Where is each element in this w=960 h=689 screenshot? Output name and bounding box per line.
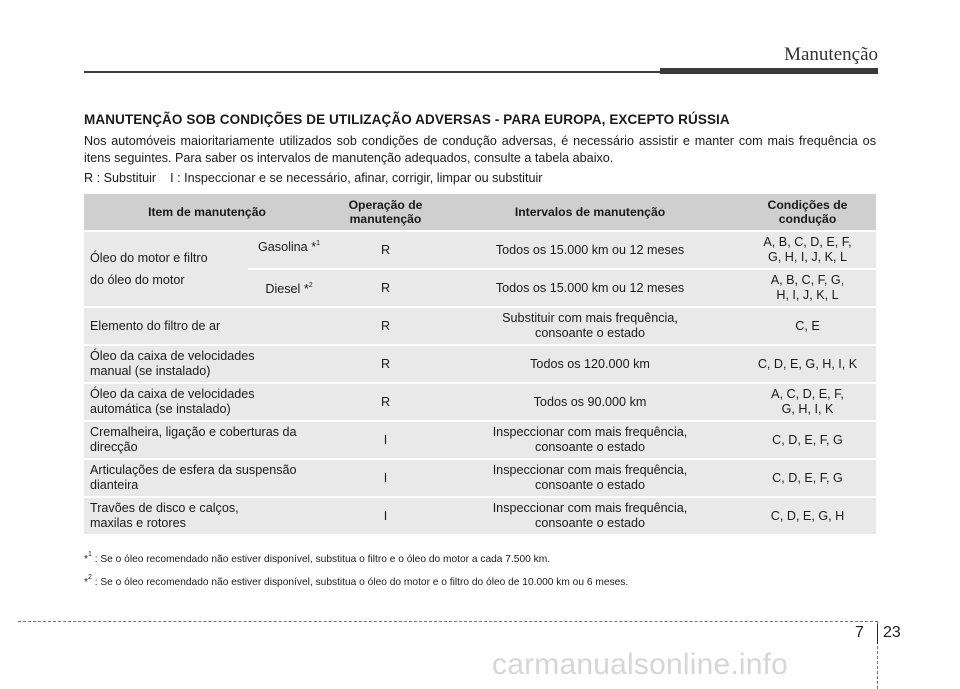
- fuel-gasoline: Gasolina *$^1$: [248, 230, 330, 268]
- footnote-1: *$^1$ : Se o óleo recomendado não estiver disponível, substitua o filtro e o óleo do motor a cada 7.500 km.: [84, 551, 551, 565]
- operation-cell: I: [330, 458, 441, 496]
- interval-cell: Todos os 15.000 km ou 12 meses: [441, 230, 739, 268]
- interval-cell: Inspeccionar com mais frequência, consoante o estado: [441, 496, 739, 534]
- item-cell: Travões de disco e calços, maxilas e rotores: [84, 496, 330, 534]
- header-conditions: Condições de condução: [739, 194, 876, 230]
- table-row: [84, 420, 876, 458]
- table-row: [84, 344, 876, 382]
- page-number-divider: [877, 624, 878, 644]
- chapter-number: 7: [855, 624, 864, 641]
- interval-cell: Substituir com mais frequência, consoante o estado: [441, 306, 739, 344]
- item-cell: Articulações de esfera da suspensão dianteira: [84, 458, 330, 496]
- item-cell: Óleo da caixa de velocidades manual (se instalado): [84, 344, 330, 382]
- conditions-cell: A, C, D, E, F, G, H, I, K: [739, 382, 876, 420]
- interval-cell: Todos os 120.000 km: [441, 344, 739, 382]
- fuel-diesel: Diesel *$^2$: [248, 268, 330, 306]
- operation-cell: R: [330, 268, 441, 306]
- conditions-cell: C, D, E, G, H: [739, 496, 876, 534]
- header-rule: [84, 71, 664, 73]
- oil-item-line1: Óleo do motor e filtro: [90, 251, 208, 265]
- page-header-title: Manutenção: [784, 44, 878, 65]
- conditions-cell: A, B, C, F, G, H, I, J, K, L: [739, 268, 876, 306]
- item-cell: Óleo da caixa de velocidades automática (se instalado): [84, 382, 330, 420]
- operation-cell: I: [330, 496, 441, 534]
- interval-cell: Todos os 90.000 km: [441, 382, 739, 420]
- intro-paragraph: Nos automóveis maioritariamente utilizados sob condições de condução adversas, é necessário assistir e manter com mais frequência os itens seguintes. Para saber os intervalos de manutenção adequados, consulte a tabela abaixo.: [84, 134, 876, 165]
- legend: [84, 170, 876, 187]
- header-interval: Intervalos de manutenção: [441, 194, 739, 230]
- page-number: 23: [883, 624, 901, 641]
- table-row: [84, 458, 876, 496]
- item-cell: Cremalheira, ligação e coberturas da direcção: [84, 420, 330, 458]
- interval-cell: Todos os 15.000 km ou 12 meses: [441, 268, 739, 306]
- footnote-2: *$^2$ : Se o óleo recomendado não estiver disponível, substitua o óleo do motor e o filtro do óleo de 10.000 km ou 6 meses.: [84, 574, 629, 588]
- operation-cell: R: [330, 306, 441, 344]
- legend-replace: R : Substituir: [84, 171, 157, 185]
- section-title: MANUTENÇÃO SOB CONDIÇÕES DE UTILIZAÇÃO ADVERSAS - PARA EUROPA, EXCEPTO RÚSSIA: [84, 112, 730, 127]
- interval-cell: Inspeccionar com mais frequência, consoante o estado: [441, 458, 739, 496]
- conditions-cell: C, D, E, G, H, I, K: [739, 344, 876, 382]
- operation-cell: R: [330, 344, 441, 382]
- footnotes: [84, 546, 876, 592]
- table-body: [84, 306, 876, 534]
- table-row: [84, 230, 876, 268]
- operation-cell: I: [330, 420, 441, 458]
- maintenance-table: [84, 194, 876, 534]
- legend-inspect: I : Inspeccionar e se necessário, afinar, corrigir, limpar ou substituir: [170, 171, 543, 185]
- table-header-row: [84, 194, 876, 230]
- oil-item-line2: do óleo do motor: [90, 273, 185, 287]
- table-row: [84, 496, 876, 534]
- footer-divider: [18, 621, 878, 622]
- section-content: [84, 112, 876, 187]
- item-cell: Elemento do filtro de ar: [84, 306, 330, 344]
- operation-cell: R: [330, 230, 441, 268]
- operation-cell: R: [330, 382, 441, 420]
- conditions-cell: C, D, E, F, G: [739, 458, 876, 496]
- header-rule-accent: [660, 68, 878, 74]
- conditions-cell: C, E: [739, 306, 876, 344]
- conditions-cell: A, B, C, D, E, F, G, H, I, J, K, L: [739, 230, 876, 268]
- conditions-cell: C, D, E, F, G: [739, 420, 876, 458]
- header-item: Item de manutenção: [84, 194, 330, 230]
- watermark-text: carmanualsonline.info: [492, 648, 789, 681]
- table-row: [84, 382, 876, 420]
- header-operation: Operação de manutenção: [330, 194, 441, 230]
- interval-cell: Inspeccionar com mais frequência, consoante o estado: [441, 420, 739, 458]
- oil-item-cell: [84, 230, 248, 306]
- table-row: [84, 306, 876, 344]
